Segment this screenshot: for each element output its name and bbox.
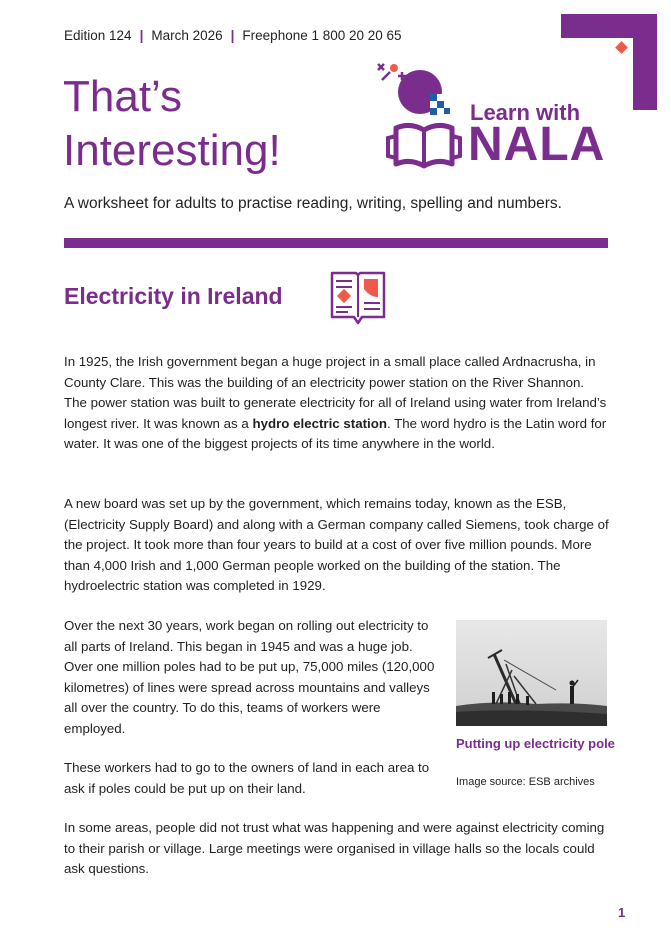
freephone-number: Freephone 1 800 20 20 65 bbox=[242, 28, 402, 43]
photo-caption: Putting up electricity pole bbox=[456, 736, 615, 751]
paragraph-1 bbox=[64, 352, 609, 455]
paragraph-1-text: In 1925, the Irish government began a huge project in a small place called Ardnacrusha, in County Clare. This was the building of an electricity power station on the River Shannon. The power station was built to generate electricity for all of Ireland using water from Ireland’s longest river. It was known as a bbox=[64, 354, 607, 431]
page-title-line-1: That’s bbox=[63, 72, 183, 121]
page-number: 1 bbox=[618, 905, 626, 920]
edition-date: March 2026 bbox=[151, 28, 223, 43]
paragraph-5: In some areas, people did not trust what was happening and were against electricity coming to their parish or village. Large meetings were organised in village halls so the locals could ask questions. bbox=[64, 820, 605, 876]
paragraph-1-text-end: . The word hydro is the Latin word for water. It was one of the biggest projects of its time anywhere in the world. bbox=[64, 415, 607, 451]
paragraph-4: These workers had to go to the owners of land in each area to ask if poles could be put up on their land. bbox=[64, 760, 430, 796]
corner-diamond-icon bbox=[615, 41, 628, 54]
page-title-line-2: Interesting! bbox=[63, 126, 281, 175]
photo-credit: Image source: ESB archives bbox=[456, 776, 595, 788]
paragraph-2: A new board was set up by the government, which remains today, known as the ESB, (Electricity Supply Board) and along with a German company called Siemens, took charge of the project. It took more than four years to build at a cost of over five million pounds. More than 4,000 Irish and 1,000 German people worked on the building of the station. The hydroelectric station was completed in 1929. bbox=[64, 496, 609, 593]
hydro-electric-station-term: hydro electric station bbox=[252, 415, 387, 431]
page-title bbox=[63, 70, 281, 178]
worksheet-subtitle: A worksheet for adults to practise reading, writing, spelling and numbers. bbox=[64, 195, 562, 212]
section-divider bbox=[64, 238, 608, 248]
logo-learn-with: Learn with bbox=[470, 100, 581, 125]
separator: | bbox=[139, 28, 144, 43]
section-heading: Electricity in Ireland bbox=[64, 283, 283, 309]
edition-info bbox=[64, 28, 402, 43]
edition-number: Edition 124 bbox=[64, 28, 132, 43]
separator: | bbox=[230, 28, 235, 43]
reading-book-icon bbox=[328, 267, 388, 329]
corner-decoration-bar-vertical bbox=[633, 14, 657, 110]
logo-nala: NALA bbox=[468, 118, 606, 171]
paragraph-3: Over the next 30 years, work began on rolling out electricity to all parts of Ireland. This began in 1945 and was a huge job. Over one million poles had to be put up, 75,000 miles (120,000 kilometres) of lines were spread across mountains and valleys all over the country. To do this, teams of workers were employed. bbox=[64, 618, 435, 736]
electricity-pole-photo bbox=[456, 620, 607, 726]
